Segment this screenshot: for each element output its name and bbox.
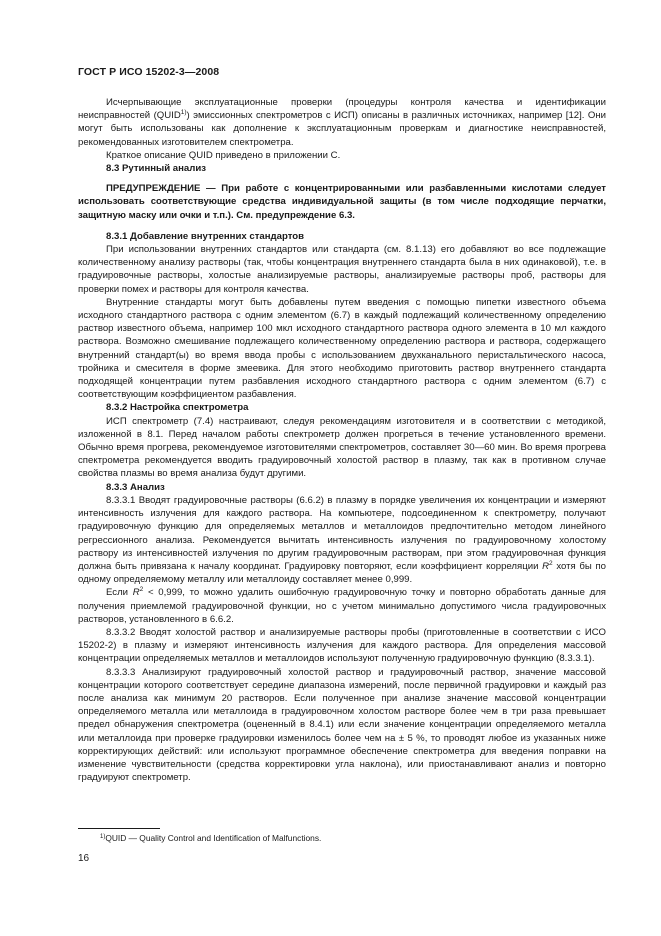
footnote-marker: 1): [100, 834, 106, 840]
section-heading-8-3-1: 8.3.1 Добавление внутренних стандартов: [106, 230, 305, 242]
section-heading-8-3-2: 8.3.2 Настройка спектрометра: [106, 402, 249, 414]
paragraph-quid-annex: Краткое описание QUID приведено в приложении С.: [106, 149, 341, 161]
footnote-text: QUID — Quality Control and Identification of Malfunctions.: [105, 833, 322, 843]
main-text: [78, 96, 606, 784]
footnote-divider: [78, 828, 160, 829]
paragraph-quid: Исчерпывающие эксплуатационные проверки (процедуры контроля качества и идентификации неисправностей (QUID$^{1)}$) эмиссионных спектрометров с ИСП) описаны в различных источниках, например [12]. Они могут быть использованы как дополнение к эксплуатационным проверкам и диагностике неисправностей, рекомендованных изготовителем спектрометра.: [78, 97, 606, 148]
warning-paragraph: ПРЕДУПРЕЖДЕНИЕ — При работе с концентрированными или разбавленными кислотами следует использовать соответствующие средства индивидуальной защиты (в том числе подходящие перчатки, защитную маску или очки и т.п.). См. предупреждение 6.3.: [78, 183, 606, 221]
section-heading-8-3: 8.3 Рутинный анализ: [106, 163, 207, 175]
paragraph-8-3-3-3: 8.3.3.3 Анализируют градуировочный холостой раствор и градуировочный раствор, значение массовой концентрации которого соответствует середине диапазона измерений, после первичной градуировки и каждый раз после анализа как минимум 20 растворов. Если полученное при анализе значение массовой концентрации определяемого металла или металлоида в градуировочном холостом растворе более чем в три раза превышает предел обнаружения спектрометра (оцененный в 8.4.1) или если значение концентрации определяемого металла или металлоида при проверке градуировки изменилось более чем на ± 5 %, то проводят любое из указанных ниже корректирующих действий: или используют программное обеспечение спектрометра для введения поправки на изменение чувствительности (средства корректировки угла наклона), или приостанавливают анализ и повторно градуируют спектрометр.: [78, 666, 606, 784]
paragraph-8-3-3-1: 8.3.3.1 Вводят градуировочные растворы (6.6.2) в плазму в порядке увеличения их концентрации и измеряют интенсивность излучения для каждого раствора. На компьютере, подсоединенном к спектрометру, получают градуировочную функцию для определяемых металлов и металлоидов предпочтительно методом линейного регрессионного анализа. Рекомендуется вычитать интенсивность излучения по градуировочному холостому раствору из интенсивностей излучения по другим градуировочным растворам, при этом градуировочная функция должна быть привязана к началу координат. Градуировку повторяют, если коэффициент корреляции $R^2$ хотя бы по одному определяемому металлу или металлоиду составляет менее 0,999.: [78, 494, 606, 586]
footnote-ref: 1): [180, 109, 187, 117]
paragraph-8-3-3-2: 8.3.3.2 Вводят холостой раствор и анализируемые растворы пробы (приготовленные в соответствии с ИСО 15202-2) в плазму и измеряют интенсивность излучения для каждого раствора. Для определения массовой концентрации определяемых металлов и металлоидов используют полученную градуировочную функцию (8.3.3.1).: [78, 626, 606, 665]
paragraph-internal-standards-addition: Внутренние стандарты могут быть добавлены путем введения с помощью пипетки известного объема исходного стандартного раствора с одним элементом (6.7) в каждый подлежащий количественному определению раствор известного объема, например 100 мкл исходного стандартного раствора одного элемента в 10 мл каждого раствора. Возможно смешивание подлежащего количественному определению раствора и раствора, содержащего внутренний стандарт(ы) во время ввода пробы с использованием двухканального перистальтического насоса, тройника и смесителя в форме змеевика. Для этого необходимо приготовить раствор внутреннего стандарта подходящей концентрации путем разбавления исходного стандартного раствора с одним элементом (6.7) с соответствующим коэффициентом разбавления.: [78, 296, 606, 401]
paragraph-r-squared: Если $R^2 < 0,999$, то можно удалить ошибочную градуировочную точку и повторно обработать данные для получения приемлемой градуировочной функции, но с учетом минимально допустимого числа градуировочных растворов, установленного в 6.6.2.: [78, 586, 606, 625]
footnote: [100, 833, 321, 843]
section-heading-8-3-3: 8.3.3 Анализ: [106, 481, 165, 493]
paragraph-internal-standards: При использовании внутренних стандартов или стандарта (см. 8.1.13) его добавляют во все подлежащие количественному анализу растворы (так, чтобы концентрация внутреннего стандарта была в них одинаковой), т.е. в градуировочные растворы, холостые анализируемые растворы, анализируемые растворы проб, растворы для проверки помех и растворы для контроля качества.: [78, 244, 606, 295]
paragraph-spectrometer-setup: ИСП спектрометр (7.4) настраивают, следуя рекомендациям изготовителя и в соответствии с методикой, изложенной в 8.1. Перед началом работы спектрометр должен прогреться в течение установленного времени. Обычно время прогрева, рекомендуемое изготовителями спектрометров, составляет 30—60 мин. Во время прогрева спектрометра рекомендуется вводить градуировочный холостой раствор в плазму, так как в противном случае свойства плазмы во время анализа будут другими.: [78, 415, 606, 480]
document-header: ГОСТ Р ИСО 15202-3—2008: [78, 66, 220, 78]
page-number: 16: [78, 853, 90, 864]
